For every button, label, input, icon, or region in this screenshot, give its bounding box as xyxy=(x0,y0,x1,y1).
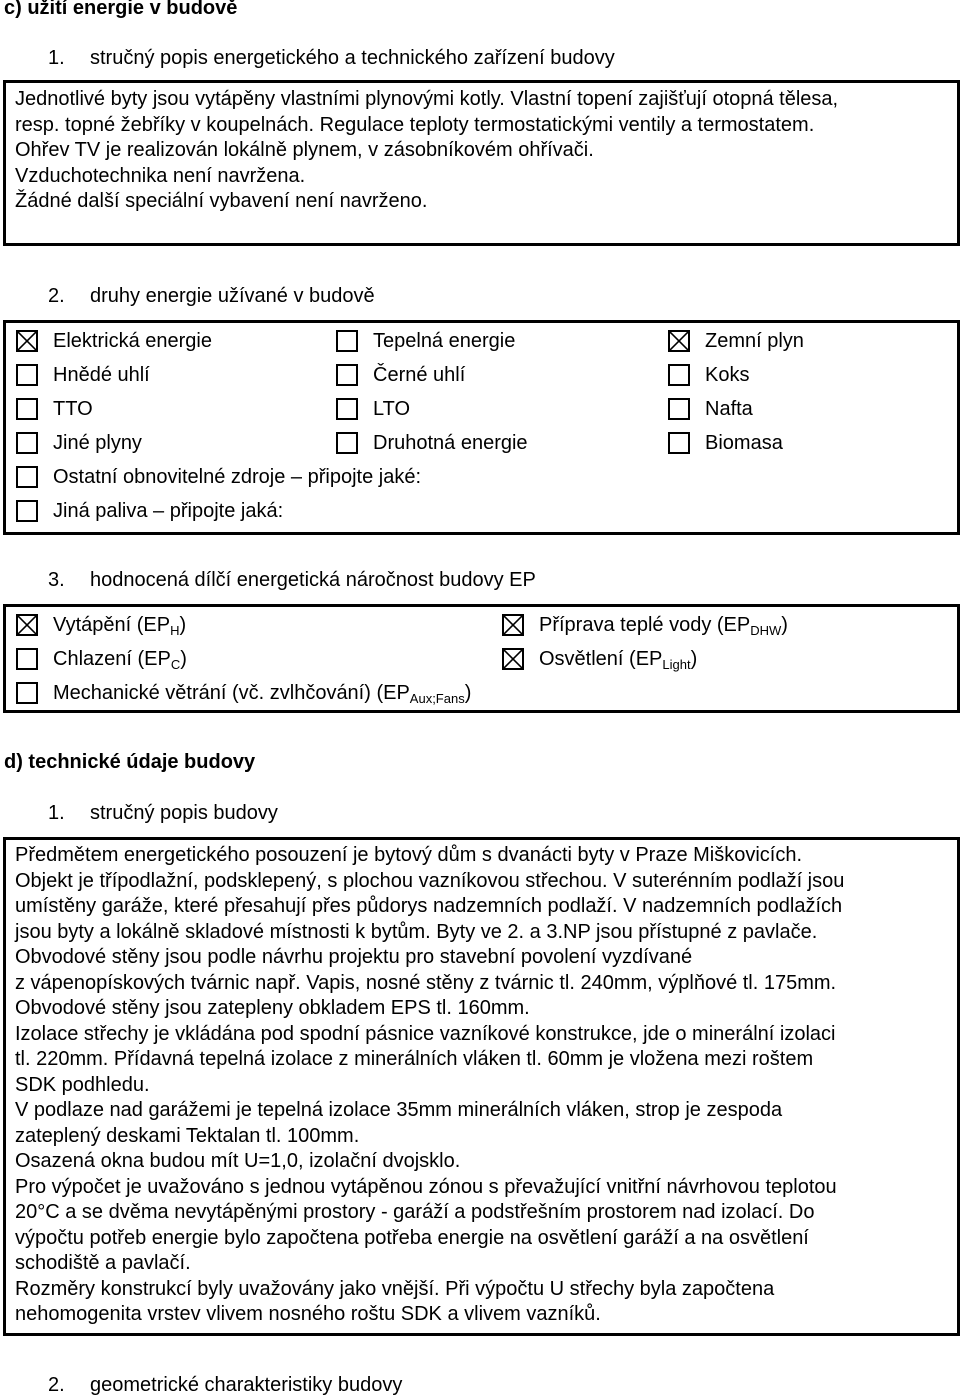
checkbox-unchecked[interactable] xyxy=(16,364,38,386)
energy-type-label: Nafta xyxy=(705,398,753,420)
checkbox-checked[interactable] xyxy=(502,648,524,670)
description-line: Vzduchotechnika není navržena. xyxy=(15,164,306,187)
energy-type-label: Tepelná energie xyxy=(373,330,516,352)
energy-type-label: Ostatní obnovitelné zdroje – připojte jaké: xyxy=(53,466,421,488)
ep-label-subscript: C xyxy=(170,657,181,672)
checkbox-checked[interactable] xyxy=(16,330,38,352)
energy-equipment-description xyxy=(15,87,838,215)
checkbox-unchecked[interactable] xyxy=(336,330,358,352)
checkbox-unchecked[interactable] xyxy=(16,466,38,488)
ep-label xyxy=(539,647,697,671)
ep-label-suffix: ) xyxy=(180,648,187,670)
ep-label-text: Chlazení (EP xyxy=(53,648,171,670)
ep-label-text: Mechanické větrání (vč. zvlhčování) (EP xyxy=(53,682,410,704)
energy-type-label: TTO xyxy=(53,398,93,420)
description-line: Jednotlivé byty jsou vytápěny vlastními plynovými kotly. Vlastní topení zajišťují otopná tělesa, xyxy=(15,88,839,110)
checkbox-unchecked[interactable] xyxy=(336,398,358,420)
ep-label-text: Příprava teplé vody (EP xyxy=(539,614,751,636)
building-description xyxy=(15,843,844,1328)
energy-type-label: Jiná paliva – připojte jaká: xyxy=(53,500,284,522)
ep-label-suffix: ) xyxy=(179,614,187,636)
description-line: tl. 220mm. Přídavná tepelná izolace z minerálních vláken tl. 60mm je vložena mezi roštem xyxy=(15,1048,814,1070)
energy-type-label: Koks xyxy=(705,364,750,386)
section-c-item2-title: druhy energie užívané v budově xyxy=(90,285,375,307)
section-d-item1-number: 1. xyxy=(48,802,65,824)
energy-type-label: Druhotná energie xyxy=(373,432,528,454)
checkbox-checked[interactable] xyxy=(16,614,38,636)
section-c-heading: c) užití energie v budově xyxy=(4,0,238,19)
checkbox-unchecked[interactable] xyxy=(668,364,690,386)
checkbox-unchecked[interactable] xyxy=(16,500,38,522)
ep-label-text: Osvětlení (EP xyxy=(539,648,663,670)
section-d-item2-number: 2. xyxy=(48,1374,65,1396)
description-line: SDK podhledu. xyxy=(15,1073,150,1096)
section-d-heading: d) technické údaje budovy xyxy=(4,751,256,773)
ep-label-suffix: ) xyxy=(690,648,698,670)
description-line: Osazená okna budou mít U=1,0, izolační dvojsklo. xyxy=(15,1150,461,1172)
section-c-item2-number: 2. xyxy=(48,285,65,307)
ep-label xyxy=(53,681,471,705)
checkbox-checked[interactable] xyxy=(502,614,524,636)
energy-type-label: Černé uhlí xyxy=(373,364,466,386)
description-line: Předmětem energetického posouzení je bytový dům s dvanácti byty v Praze Miškovicích. xyxy=(15,844,803,866)
checkbox-unchecked[interactable] xyxy=(16,432,38,454)
checkbox-unchecked[interactable] xyxy=(16,682,38,704)
section-c-item3-number: 3. xyxy=(48,569,65,591)
section-d-item1-title: stručný popis budovy xyxy=(90,802,278,824)
description-line: Obvodové stěny jsou podle návrhu projektu pro stavební povolení vyzdívané xyxy=(15,946,693,968)
section-c-item1-number: 1. xyxy=(48,47,65,69)
energy-type-label: Biomasa xyxy=(705,432,783,454)
description-line: Ohřev TV je realizován lokálně plynem, v zásobníkovém ohřívači. xyxy=(15,139,594,161)
section-d-item2-title: geometrické charakteristiky budovy xyxy=(90,1374,403,1396)
energy-type-label: Zemní plyn xyxy=(705,330,804,352)
ep-label-suffix: ) xyxy=(781,614,788,636)
description-line: jsou byty a lokálně skladové místnosti k bytům. Byty ve 2. a 3.NP jsou přístupné z pavlače. xyxy=(15,920,818,943)
description-line: zateplený deskami Tektalan tl. 100mm. xyxy=(15,1124,360,1147)
ep-label-subscript: Light xyxy=(662,657,691,672)
description-line: Izolace střechy je vkládána pod spodní pásnice vazníkové konstrukce, jde o minerální izolaci xyxy=(15,1022,836,1045)
ep-label-subscript: Aux;Fans xyxy=(409,691,465,706)
description-line: Žádné další speciální vybavení není navrženo. xyxy=(15,190,428,212)
description-line: Rozměry konstrukcí byly uvažovány jako vnější. Při výpočtu U střechy byla započtena xyxy=(15,1277,775,1300)
section-c-item1-title: stručný popis energetického a technického zařízení budovy xyxy=(90,47,615,69)
description-line: V podlaze nad garážemi je tepelná izolace 35mm minerálních vláken, strop je zespoda xyxy=(15,1099,783,1121)
description-line: resp. topné žebříky v koupelnách. Regulace teploty termostatickými ventily a termostatem. xyxy=(15,113,815,136)
description-line: z vápenopískových tvárnic např. Vapis, nosné stěny z tvárnic tl. 240mm, výplňové tl. 175mm. xyxy=(15,971,837,994)
ep-label xyxy=(539,613,788,637)
description-line: schodiště a pavlačí. xyxy=(15,1252,191,1274)
ep-label-subscript: DHW xyxy=(750,623,782,638)
section-c-item3-title: hodnocená dílčí energetická náročnost budovy EP xyxy=(90,569,536,591)
ep-label-subscript: H xyxy=(170,623,180,638)
checkbox-unchecked[interactable] xyxy=(336,364,358,386)
checkbox-unchecked[interactable] xyxy=(668,398,690,420)
ep-label-text: Vytápění (EP xyxy=(53,614,171,636)
energy-type-label: Hnědé uhlí xyxy=(53,364,150,386)
description-line: nehomogenita vrstev vlivem nosného roštu SDK a vlivem vazníků. xyxy=(15,1303,601,1325)
checkbox-unchecked[interactable] xyxy=(16,398,38,420)
ep-label-suffix: ) xyxy=(464,682,472,704)
description-line: Pro výpočet je uvažováno s jednou vytápěnou zónou s převažující vnitřní návrhovou teplotou xyxy=(15,1175,837,1198)
description-line: Objekt je třípodlažní, podsklepený, s plochou vazníkovou střechou. V suterénním podlaží jsou xyxy=(15,869,845,892)
checkbox-unchecked[interactable] xyxy=(336,432,358,454)
energy-type-label: LTO xyxy=(373,398,411,420)
description-line: umístěny garáže, které přesahují přes půdorys nadzemních podlaží. V nadzemních podlažích xyxy=(15,895,843,917)
description-line: 20°C a se dvěma nevytápěnými prostory - garáží a podstřešním prostorem nad izolací. Do xyxy=(15,1201,815,1223)
energy-type-label: Jiné plyny xyxy=(53,432,142,454)
checkbox-unchecked[interactable] xyxy=(668,432,690,454)
checkbox-checked[interactable] xyxy=(668,330,690,352)
description-line: Obvodové stěny jsou zatepleny obkladem EPS tl. 160mm. xyxy=(15,997,530,1019)
ep-label xyxy=(53,613,186,637)
energy-type-label: Elektrická energie xyxy=(53,330,212,352)
ep-label xyxy=(53,647,187,671)
checkbox-unchecked[interactable] xyxy=(16,648,38,670)
description-line: výpočtu potřeb energie bylo započtena potřeba energie na osvětlení garáží a na osvětlení xyxy=(15,1226,809,1249)
